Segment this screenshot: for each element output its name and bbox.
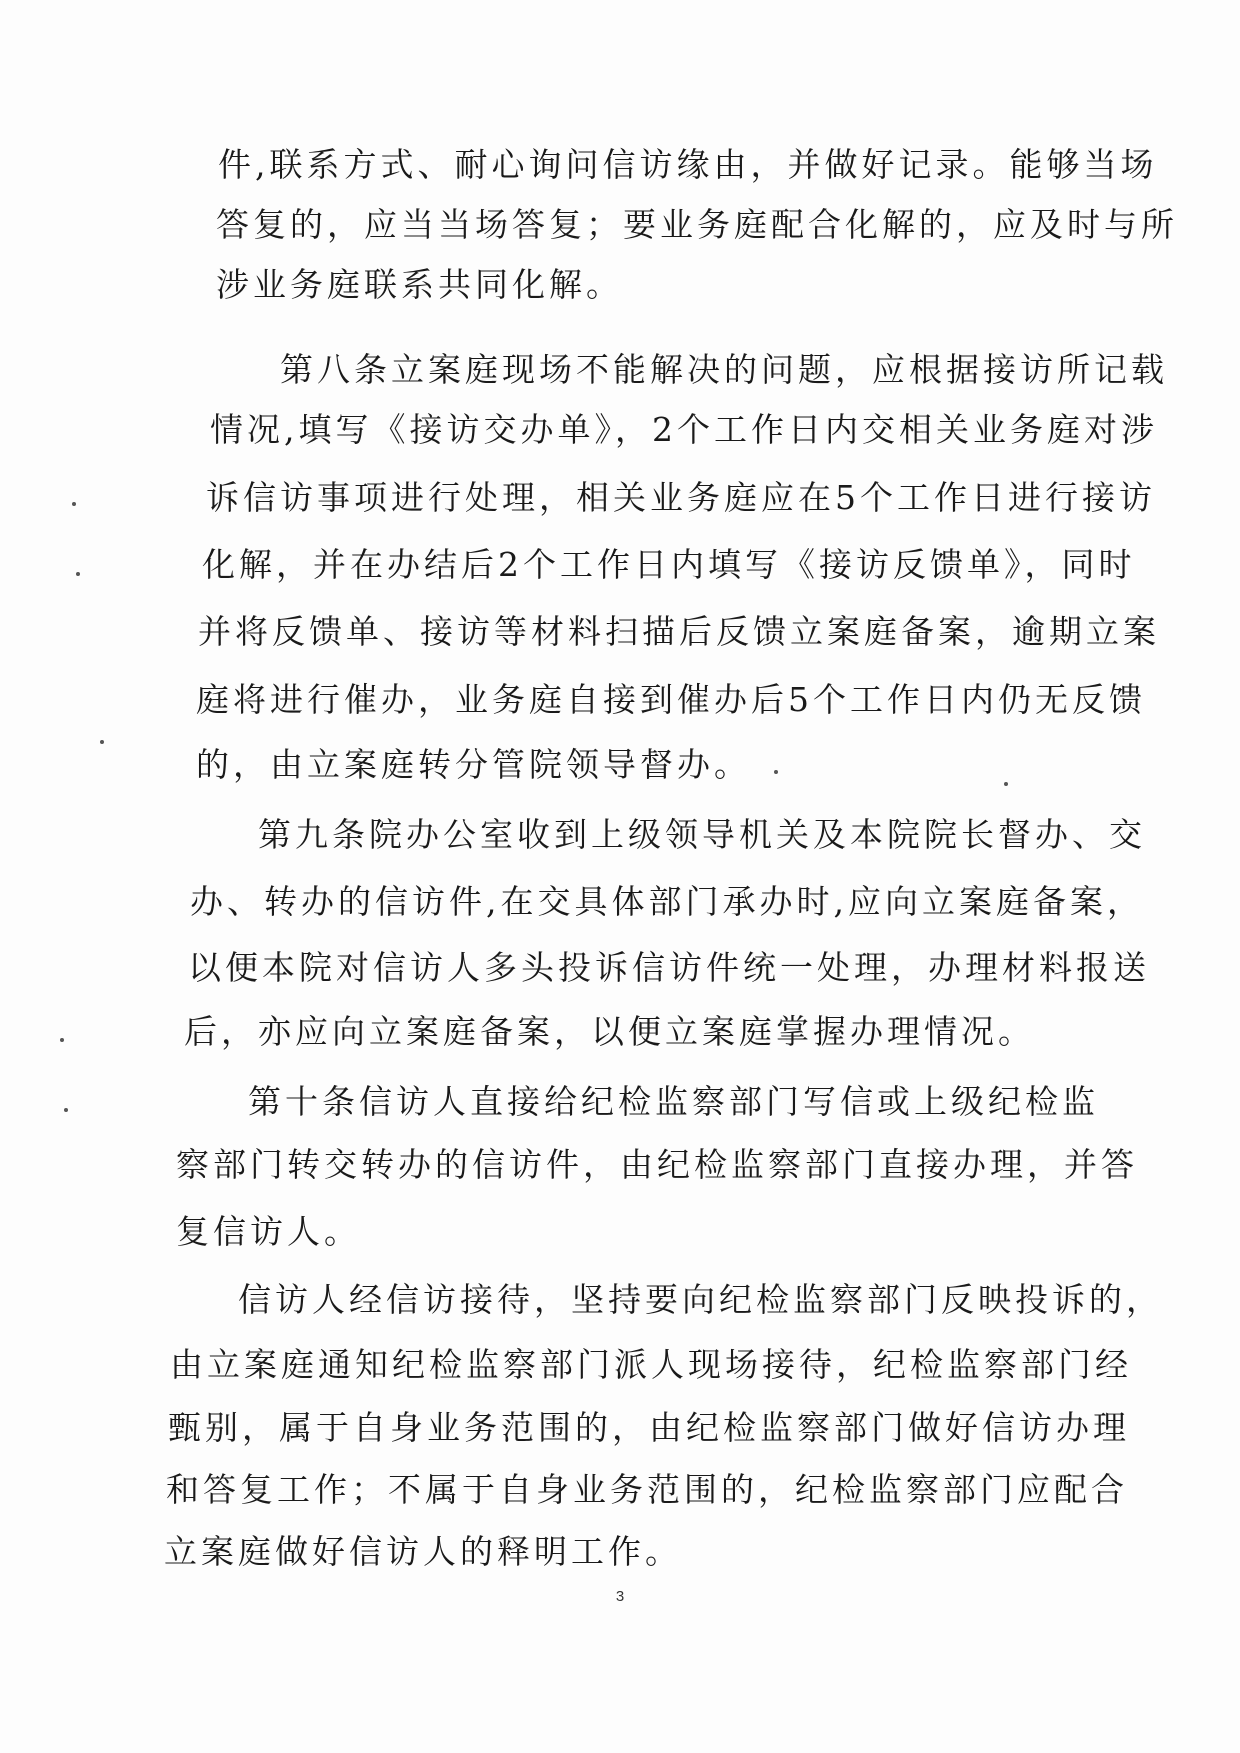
text-line: 第八条立案庭现场不能解决的问题，应根据接访所记载 [280, 350, 1168, 389]
scan-speck [72, 502, 76, 506]
scan-speck [64, 1108, 68, 1112]
text-line: 庭将进行催办，业务庭自接到催办后5个工作日内仍无反馈 [196, 680, 1146, 719]
text-line: 和答复工作；不属于自身业务范围的，纪检监察部门应配合 [166, 1470, 1128, 1509]
scan-speck [100, 740, 104, 744]
text-line: 件,联系方式、耐心询问信访缘由，并做好记录。能够当场 [218, 145, 1158, 184]
text-line: 第十条信访人直接给纪检监察部门写信或上级纪检监 [248, 1082, 1099, 1121]
text-line: 情况,填写《接访交办单》，2个工作日内交相关业务庭对涉 [210, 410, 1158, 449]
text-line: 化解，并在办结后2个工作日内填写《接访反馈单》，同时 [202, 545, 1136, 584]
scan-speck [60, 1038, 64, 1042]
text-line: 复信访人。 [176, 1212, 361, 1251]
text-line: 办、转办的信访件,在交具体部门承办时,应向立案庭备案， [190, 882, 1144, 921]
page-number: 3 [615, 1588, 625, 1605]
text-line: 答复的，应当当场答复；要业务庭配合化解的，应及时与所 [216, 205, 1178, 244]
text-line: 后，亦应向立案庭备案，以便立案庭掌握办理情况。 [184, 1012, 1035, 1051]
scan-speck [1004, 782, 1008, 786]
text-line: 察部门转交转办的信访件，由纪检监察部门直接办理，并答 [176, 1145, 1138, 1184]
text-line: 以便本院对信访人多头投诉信访件统一处理，办理材料报送 [188, 948, 1150, 987]
text-line: 并将反馈单、接访等材料扫描后反馈立案庭备案，逾期立案 [198, 612, 1160, 651]
text-line: 由立案庭通知纪检监察部门派人现场接待，纪检监察部门经 [170, 1345, 1132, 1384]
scan-speck [774, 770, 778, 774]
text-line: 立案庭做好信访人的释明工作。 [164, 1532, 682, 1571]
scan-speck [76, 572, 80, 576]
text-line: 的，由立案庭转分管院领导督办。 [196, 745, 751, 784]
text-line: 诉信访事项进行处理，相关业务庭应在5个工作日进行接访 [206, 478, 1156, 517]
text-line: 涉业务庭联系共同化解。 [216, 265, 623, 304]
text-line: 信访人经信访接待，坚持要向纪检监察部门反映投诉的， [238, 1280, 1163, 1319]
text-line: 第九条院办公室收到上级领导机关及本院院长督办、交 [258, 815, 1146, 854]
text-line: 甄别，属于自身业务范围的，由纪检监察部门做好信访办理 [168, 1408, 1130, 1447]
